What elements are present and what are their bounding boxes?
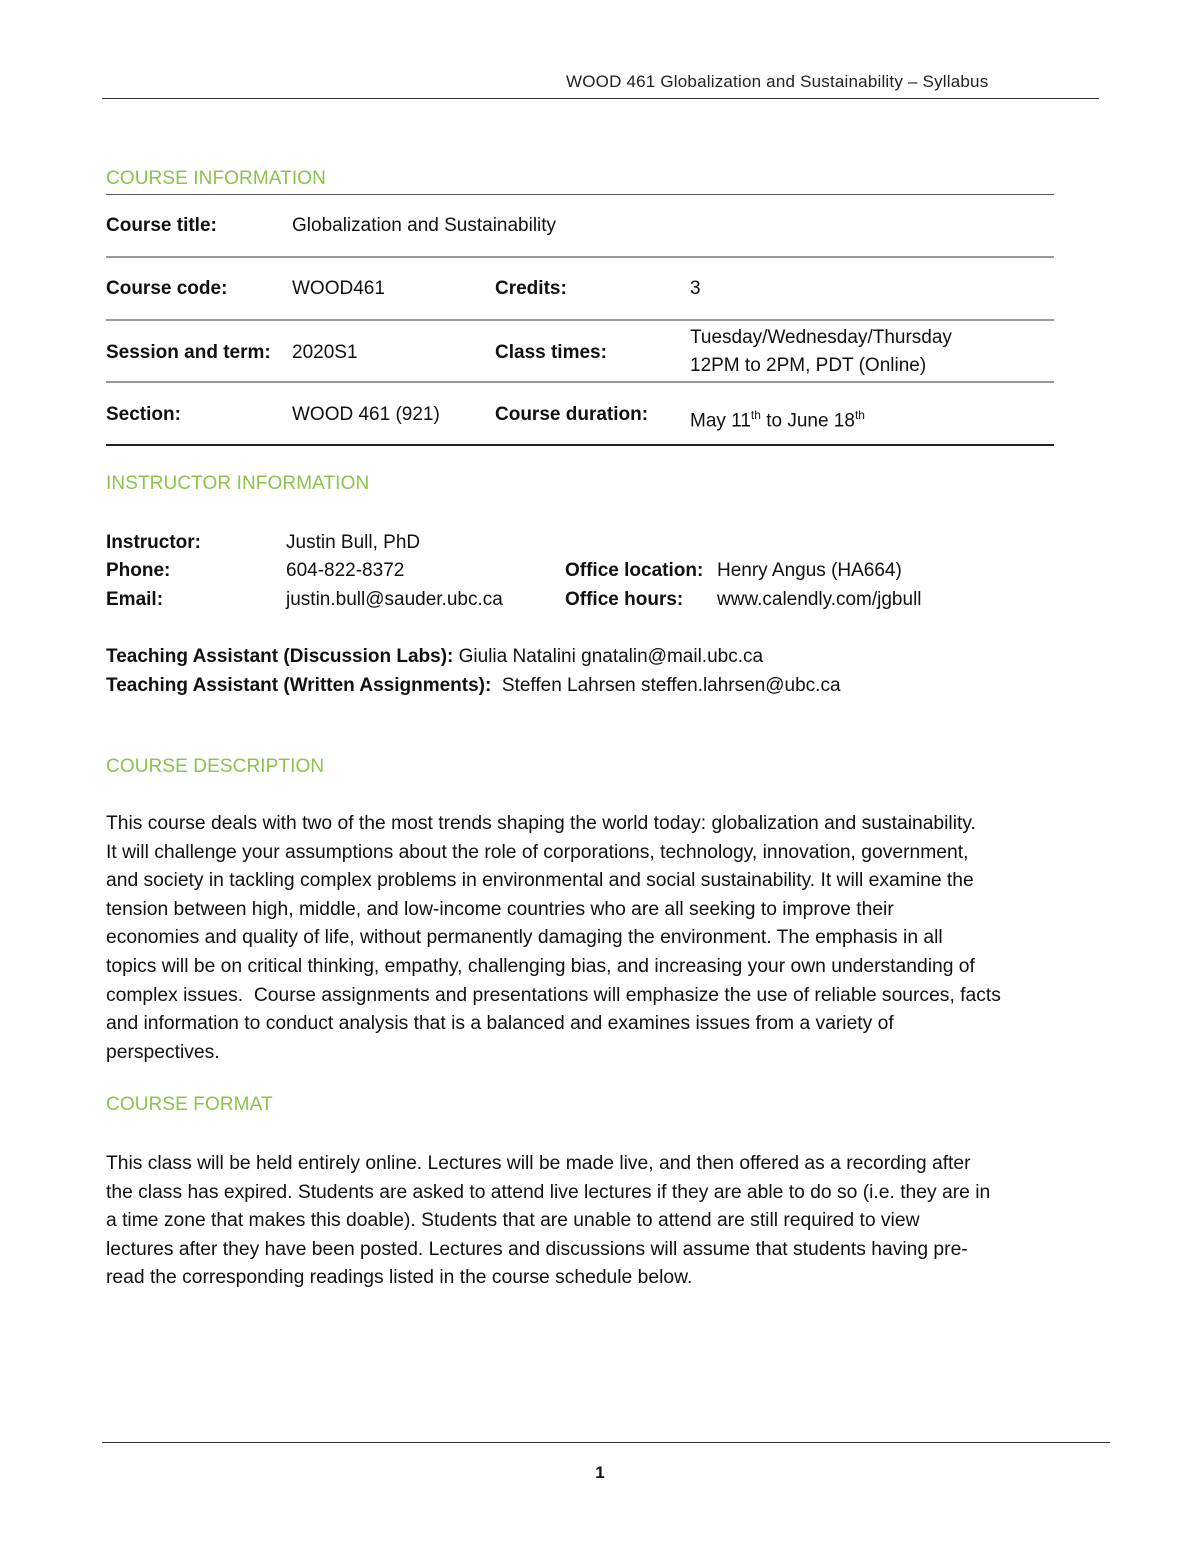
paragraph-line: a time zone that makes this doable). Students that are unable to attend are still required to view <box>106 1210 920 1232</box>
section-label: Section: <box>106 404 181 425</box>
header-divider <box>102 98 1099 99</box>
paragraph-line: tension between high, middle, and low-income countries who are all seeking to improve their <box>106 898 894 920</box>
course-info-row-divider <box>106 256 1054 258</box>
ta-written-assignments <box>106 672 841 700</box>
paragraph-line: and society in tackling complex problems in environmental and social sustainability. It will examine the <box>106 870 974 892</box>
class-times-label: Class times: <box>495 342 607 363</box>
course-description-paragraph <box>106 810 1106 1067</box>
course-description-heading: COURSE DESCRIPTION <box>106 756 325 777</box>
email-label: Email: <box>106 589 164 610</box>
paragraph-line: perspectives. <box>106 1041 220 1063</box>
office-location-label: Office location: <box>565 560 704 581</box>
course-code-label: Course code: <box>106 278 228 299</box>
course-title-value: Globalization and Sustainability <box>292 215 557 236</box>
course-format-paragraph <box>106 1150 1106 1293</box>
course-duration-value: May 11th to June 18th <box>690 408 865 432</box>
page-header-title: WOOD 461 Globalization and Sustainability – Syllabus <box>566 72 989 91</box>
instructor-information-heading: INSTRUCTOR INFORMATION <box>106 473 370 494</box>
page-number: 1 <box>595 1463 605 1482</box>
paragraph-line: complex issues. Course assignments and presentations will emphasize the use of reliable sources, facts <box>106 984 1001 1006</box>
course-info-row-divider <box>106 319 1054 321</box>
course-format-heading: COURSE FORMAT <box>106 1094 273 1115</box>
session-term-value: 2020S1 <box>292 342 358 363</box>
class-times-line-1: Tuesday/Wednesday/Thursday <box>690 327 952 348</box>
office-hours-link[interactable]: www.calendly.com/jgbull <box>717 589 922 610</box>
course-title-label: Course title: <box>106 215 217 236</box>
course-duration-label: Course duration: <box>495 404 649 425</box>
ta-written-assignments-label: Teaching Assistant (Written Assignments): <box>106 675 492 696</box>
office-hours-label: Office hours: <box>565 589 684 610</box>
paragraph-line: topics will be on critical thinking, empathy, challenging bias, and increasing your own understanding of <box>106 955 975 977</box>
ta-discussion-labs <box>106 643 763 671</box>
paragraph-line: lectures after they have been posted. Lectures and discussions will assume that students having pre- <box>106 1238 968 1260</box>
section-value: WOOD 461 (921) <box>292 404 440 425</box>
paragraph-line: economies and quality of life, without permanently damaging the environment. The emphasis in all <box>106 927 943 949</box>
credits-value: 3 <box>690 278 701 299</box>
paragraph-line: read the corresponding readings listed in the course schedule below. <box>106 1267 693 1289</box>
ta-written-assignments-value: Steffen Lahrsen steffen.lahrsen@ubc.ca <box>501 675 841 696</box>
session-term-label: Session and term: <box>106 342 271 363</box>
ta-discussion-labs-label: Teaching Assistant (Discussion Labs): <box>106 646 454 667</box>
course-info-top-rule <box>106 194 1054 195</box>
office-location-value: Henry Angus (HA664) <box>717 560 902 581</box>
credits-label: Credits: <box>495 278 567 299</box>
instructor-value: Justin Bull, PhD <box>286 532 421 553</box>
footer-divider <box>102 1442 1110 1443</box>
paragraph-line: It will challenge your assumptions about the role of corporations, technology, innovation, government, <box>106 841 969 863</box>
ta-discussion-labs-value: Giulia Natalini gnatalin@mail.ubc.ca <box>458 646 764 667</box>
course-info-bottom-rule <box>106 444 1054 446</box>
paragraph-line: This course deals with two of the most trends shaping the world today: globalization and sustainability. <box>106 813 976 834</box>
paragraph-line: and information to conduct analysis that is a balanced and examines issues from a variety of <box>106 1013 894 1035</box>
class-times-line-2: 12PM to 2PM, PDT (Online) <box>690 355 927 376</box>
phone-value: 604-822-8372 <box>286 560 405 581</box>
course-information-heading: COURSE INFORMATION <box>106 168 326 189</box>
instructor-label: Instructor: <box>106 532 201 553</box>
paragraph-line: This class will be held entirely online. Lectures will be made live, and then offered as a recording after <box>106 1153 971 1174</box>
paragraph-line: the class has expired. Students are asked to attend live lectures if they are able to do so (i.e. they are in <box>106 1181 991 1203</box>
course-info-row-divider <box>106 381 1054 383</box>
phone-label: Phone: <box>106 560 171 581</box>
email-value[interactable]: justin.bull@sauder.ubc.ca <box>286 589 503 610</box>
course-code-value: WOOD461 <box>292 278 385 299</box>
